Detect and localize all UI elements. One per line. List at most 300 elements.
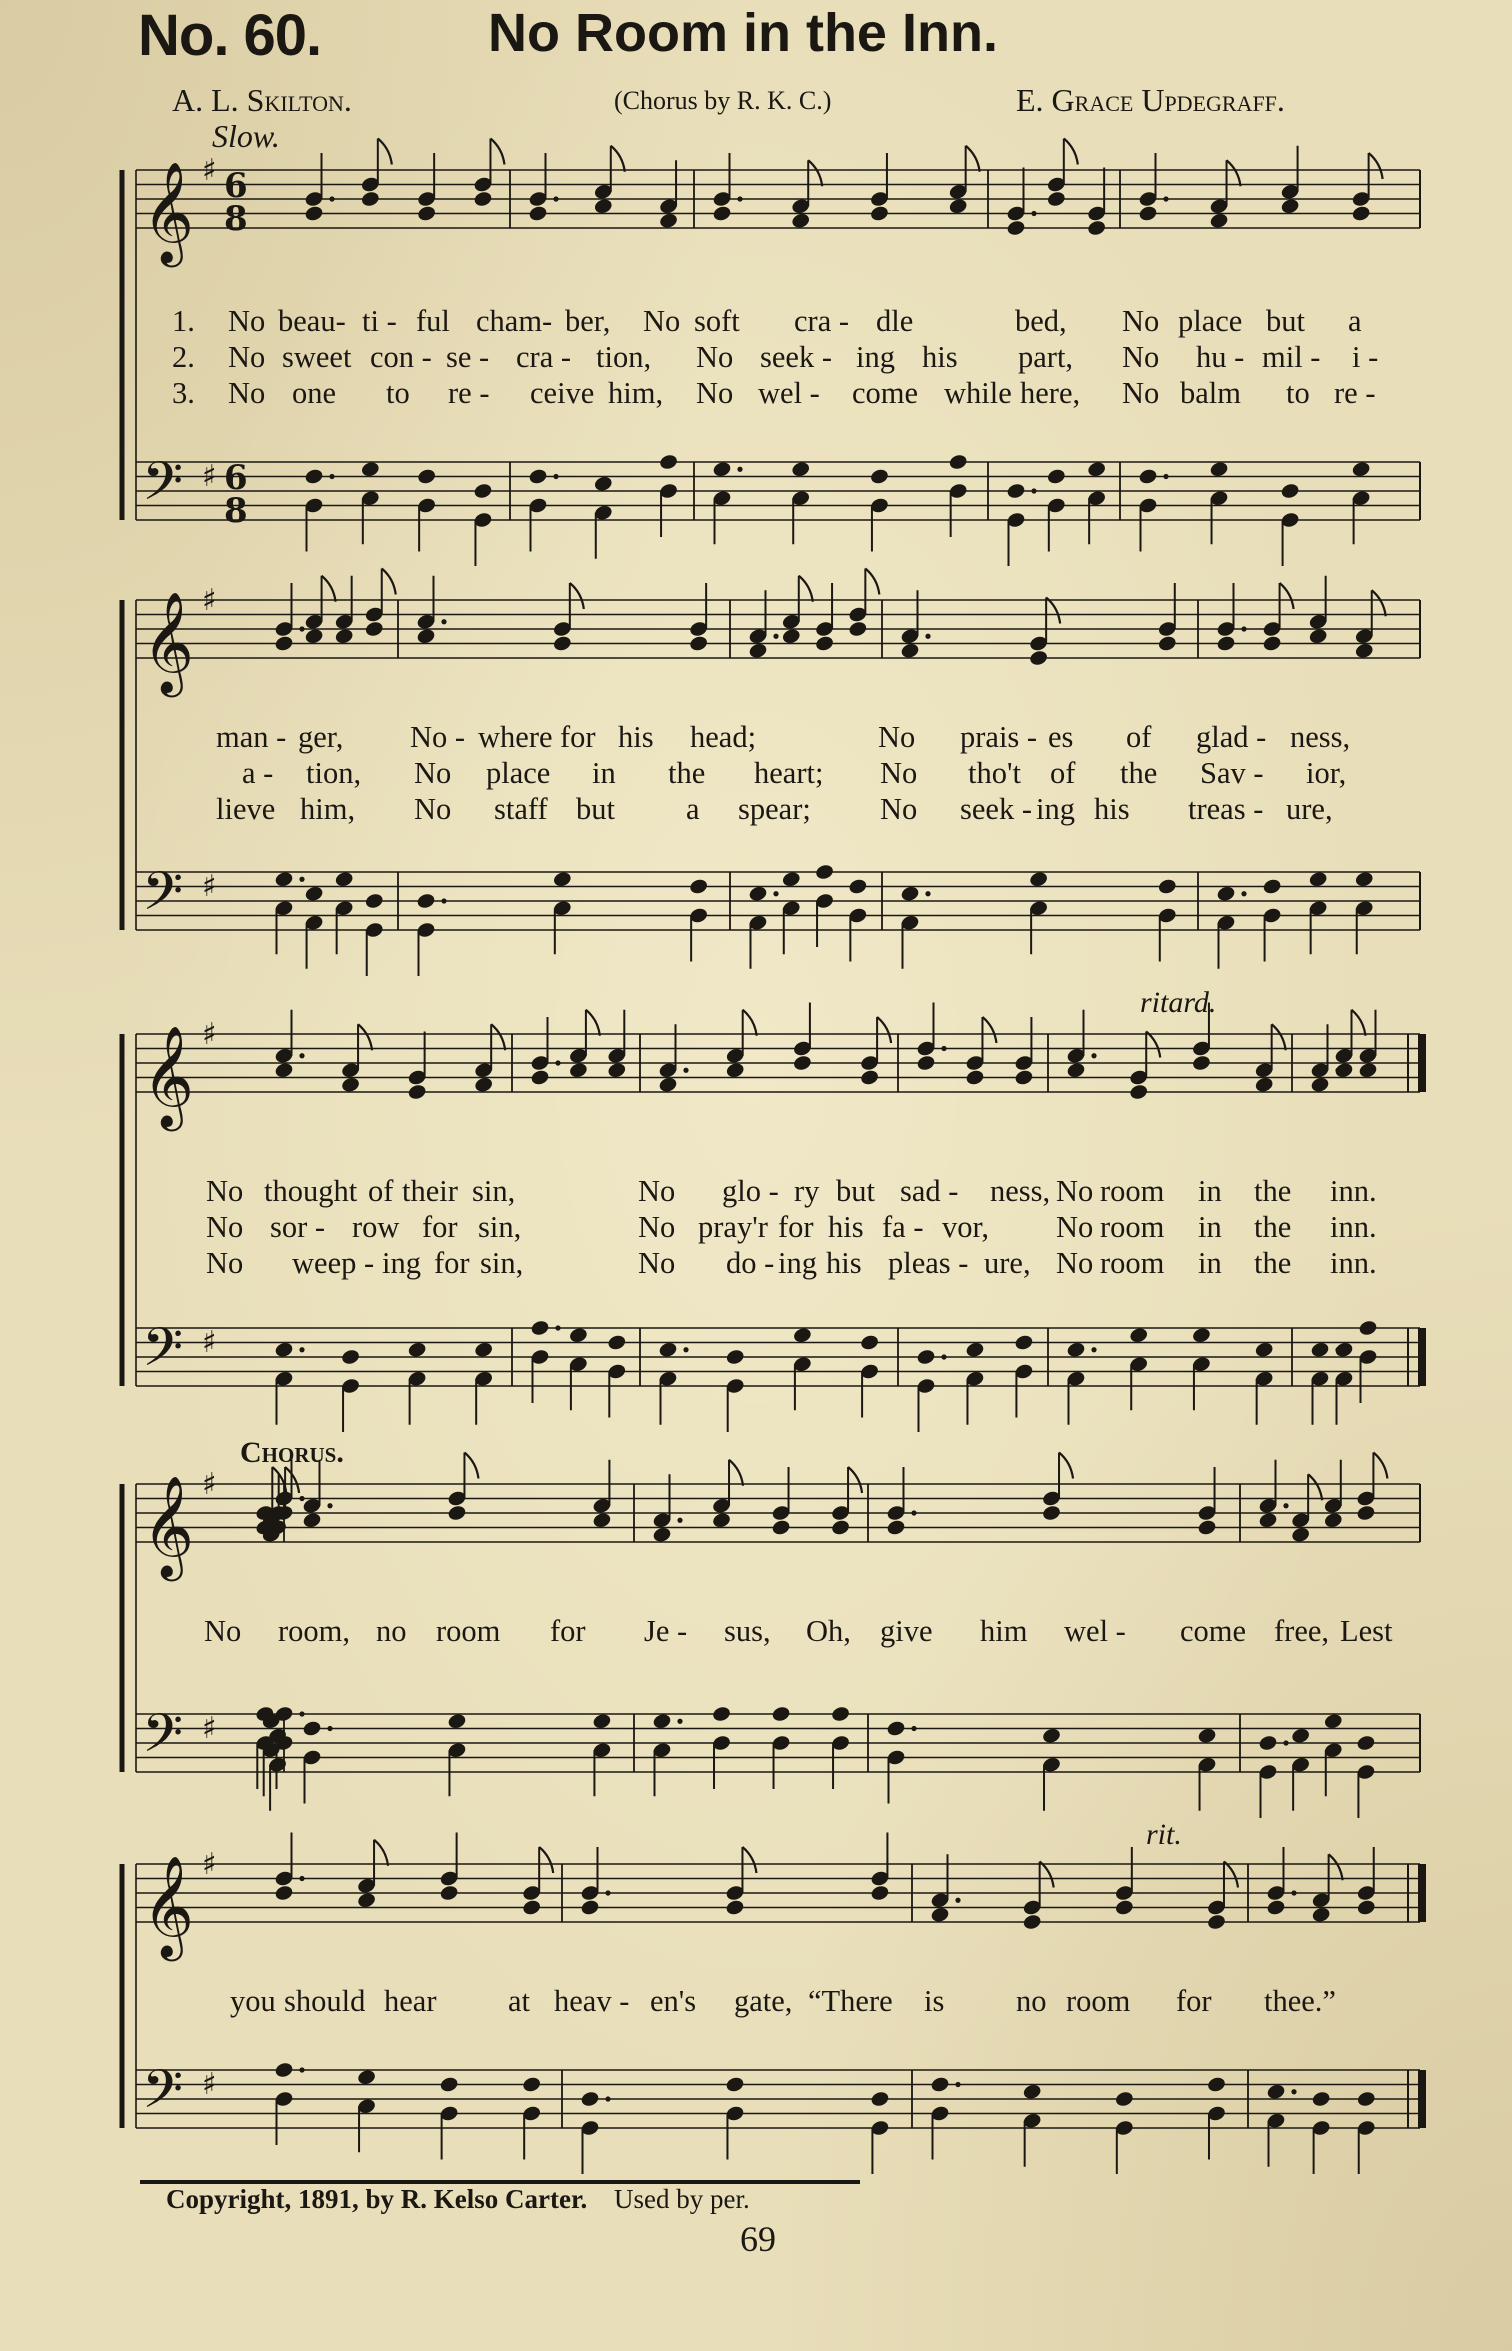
dot	[299, 877, 304, 882]
lyric-syllable: glad -	[1196, 720, 1267, 754]
note-head	[814, 863, 834, 881]
note-head	[473, 1076, 493, 1094]
note-head	[1356, 1504, 1376, 1522]
lyric-syllable: No	[204, 1614, 242, 1648]
lyric-syllable: re -	[448, 376, 490, 410]
note-head	[1028, 870, 1048, 888]
note-head	[771, 1518, 791, 1536]
note-head	[1310, 1341, 1330, 1359]
lyric-syllable: No	[638, 1246, 676, 1280]
note-flag	[1064, 139, 1078, 165]
dot	[1031, 488, 1036, 493]
lyric-syllable: should	[284, 1984, 366, 2018]
note-head	[792, 1054, 812, 1072]
note-flag	[1308, 1474, 1322, 1500]
dot	[1031, 211, 1036, 216]
note-head	[274, 1884, 294, 1902]
sharp-sign: ♯	[202, 869, 217, 904]
note-head	[274, 870, 294, 888]
lyric-syllable: his	[922, 340, 958, 374]
note-head	[1358, 1319, 1378, 1337]
lyric-syllable: No	[1056, 1246, 1094, 1280]
note-flag	[1373, 1453, 1387, 1479]
dot	[555, 1060, 560, 1065]
note-flag	[808, 160, 822, 186]
lyric-syllable: sin,	[480, 1246, 524, 1280]
note-head	[416, 892, 436, 910]
note-head	[1191, 1054, 1211, 1072]
lyric-syllable: No	[880, 792, 918, 826]
note-head	[771, 1705, 791, 1723]
note-head	[712, 204, 732, 222]
lyric-syllable: head;	[690, 720, 757, 754]
note-head	[658, 1341, 678, 1359]
lyric-syllable: sweet	[282, 340, 352, 374]
note-flag	[464, 1453, 478, 1479]
lyric-syllable: him,	[300, 792, 356, 826]
lyric-line	[0, 376, 1512, 410]
lyric-line	[0, 720, 1512, 754]
final-barline	[1418, 1034, 1426, 1092]
lyric-syllable: ness,	[990, 1174, 1051, 1208]
note-head	[1290, 1526, 1310, 1544]
dot	[299, 626, 304, 631]
lyric-syllable: for	[422, 1210, 458, 1244]
lyric-syllable: sin,	[478, 1210, 522, 1244]
note-head	[725, 1348, 745, 1366]
note-head	[1014, 1068, 1034, 1086]
lyric-syllable: staff	[494, 792, 548, 826]
lyric-syllable: en's	[650, 1984, 697, 2018]
note-head	[1022, 1913, 1042, 1931]
note-head	[407, 1083, 427, 1101]
note-head	[1280, 197, 1300, 215]
lyric-syllable: No	[696, 376, 734, 410]
lyric-syllable: ber,	[565, 304, 611, 338]
treble-clef: 𝄞	[142, 1474, 195, 1577]
note-flag	[1146, 1032, 1160, 1058]
lyric-syllable: tho't	[968, 756, 1021, 790]
note-head	[848, 620, 868, 638]
note-head	[859, 1068, 879, 1086]
note-head	[1308, 870, 1328, 888]
lyric-syllable: cham-	[476, 304, 553, 338]
bass-clef: 𝄢	[142, 2059, 184, 2134]
note-head	[593, 475, 613, 493]
lyric-syllable: for	[550, 1614, 586, 1648]
lyric-syllable: the	[1254, 1174, 1292, 1208]
note-head	[1334, 1341, 1354, 1359]
lyric-syllable: No	[228, 340, 266, 374]
lyric-syllable: no	[1016, 1984, 1047, 2018]
lyric-syllable: part,	[1018, 340, 1074, 374]
copyright-notice	[166, 2184, 750, 2215]
note-head	[407, 1341, 427, 1359]
dot	[683, 1347, 688, 1352]
lyric-syllable: “There	[808, 1984, 893, 2018]
note-head	[1157, 877, 1177, 895]
note-flag	[982, 1017, 996, 1043]
dot	[1091, 1053, 1096, 1058]
sharp-sign: ♯	[202, 1467, 217, 1502]
lyric-syllable: No	[638, 1210, 676, 1244]
note-head	[711, 1511, 731, 1529]
lyric-syllable: free,	[1274, 1614, 1330, 1648]
lyric-syllable: is	[924, 1984, 945, 2018]
lyric-syllable: one	[292, 376, 337, 410]
note-head	[1323, 1712, 1343, 1730]
note-flag	[1369, 153, 1383, 179]
note-head	[1290, 1727, 1310, 1745]
lyric-syllable: balm	[1180, 376, 1241, 410]
lyric-syllable: lieve	[216, 792, 276, 826]
lyric-syllable: you	[230, 1984, 276, 2018]
note-head	[1354, 870, 1374, 888]
note-flag	[1329, 1854, 1343, 1880]
lyric-syllable: where	[478, 720, 553, 754]
note-head	[1216, 885, 1236, 903]
lyric-syllable: of	[1050, 756, 1076, 790]
lyric-syllable: for	[560, 720, 596, 754]
lyric-syllable: 1.	[172, 304, 195, 338]
note-flag	[539, 1847, 553, 1873]
note-head	[528, 467, 548, 485]
lyric-syllable: room,	[278, 1614, 351, 1648]
note-flag	[1046, 598, 1060, 624]
lyric-syllable: No	[880, 756, 918, 790]
note-head	[1356, 1898, 1376, 1916]
note-head	[688, 634, 708, 652]
sharp-sign: ♯	[202, 459, 217, 494]
lyric-syllable: do -	[726, 1246, 775, 1280]
note-flag	[490, 139, 504, 165]
lyric-syllable: treas -	[1188, 792, 1264, 826]
time-signature: 8	[224, 199, 248, 239]
note-head	[814, 634, 834, 652]
note-head	[1334, 1061, 1354, 1079]
note-head	[916, 1054, 936, 1072]
dot	[677, 1719, 682, 1724]
lyric-syllable: ceive	[530, 376, 595, 410]
final-barline	[1418, 1328, 1426, 1386]
note-flag	[382, 569, 396, 595]
note-head	[652, 1526, 672, 1544]
note-head	[580, 1898, 600, 1916]
bass-clef: 𝄢	[142, 451, 184, 526]
dot	[773, 634, 778, 639]
note-head	[1206, 1913, 1226, 1931]
note-head	[447, 1504, 467, 1522]
sharp-sign: ♯	[202, 1325, 217, 1360]
dot	[299, 1053, 304, 1058]
note-head	[688, 877, 708, 895]
lyric-syllable: weep -	[292, 1246, 375, 1280]
note-head	[791, 460, 811, 478]
note-head	[791, 212, 811, 230]
note-flag	[378, 139, 392, 165]
lyric-syllable: re -	[1334, 376, 1376, 410]
lyric-syllable: hu -	[1196, 340, 1245, 374]
lyric-syllable: room	[1100, 1210, 1165, 1244]
lyric-syllable: se -	[446, 340, 490, 374]
note-head	[473, 482, 493, 500]
dot	[605, 2096, 610, 2101]
note-head	[364, 892, 384, 910]
note-head	[1254, 1341, 1274, 1359]
lyric-syllable: a	[1348, 304, 1362, 338]
lyric-syllable: heav -	[554, 1984, 630, 2018]
lyric-syllable: No	[1122, 304, 1160, 338]
lyric-syllable: sus,	[724, 1614, 771, 1648]
lyric-syllable: cra -	[516, 340, 572, 374]
note-head	[1028, 649, 1048, 667]
permission-text: Used by per.	[613, 2184, 750, 2214]
note-head	[711, 1705, 731, 1723]
dot	[1291, 2089, 1296, 2094]
lyric-line	[0, 1210, 1512, 1244]
note-head	[1086, 460, 1106, 478]
note-head	[416, 627, 436, 645]
lyric-syllable: ing	[778, 1246, 817, 1280]
lyric-syllable: beau-	[278, 304, 346, 338]
note-head	[592, 1712, 612, 1730]
dot	[941, 1046, 946, 1051]
lyric-syllable: No	[206, 1174, 244, 1208]
lyric-syllable: the	[1254, 1246, 1292, 1280]
note-head	[1310, 1076, 1330, 1094]
lyric-line	[0, 756, 1512, 790]
note-head	[580, 2090, 600, 2108]
dot	[329, 196, 334, 201]
lyric-syllable: Je -	[644, 1614, 688, 1648]
note-head	[356, 1891, 376, 1909]
note-head	[1351, 460, 1371, 478]
note-head	[1356, 1734, 1376, 1752]
lyric-syllable: inn.	[1330, 1210, 1377, 1244]
note-flag	[1059, 1453, 1073, 1479]
note-flag	[358, 1024, 372, 1050]
note-head	[1046, 467, 1066, 485]
lyric-syllable: room	[1100, 1174, 1165, 1208]
rit-marking: rit.	[1146, 1818, 1182, 1851]
lyric-syllable: come	[1180, 1614, 1247, 1648]
lyric-syllable: the	[668, 756, 706, 790]
dot	[1291, 1890, 1296, 1895]
lyric-syllable: ing	[856, 340, 895, 374]
lyric-syllable: heart;	[754, 756, 824, 790]
note-head	[830, 1705, 850, 1723]
lyric-syllable: in	[1198, 1174, 1222, 1208]
note-head	[274, 1061, 294, 1079]
dot	[299, 1347, 304, 1352]
note-head	[869, 467, 889, 485]
note-head	[1209, 460, 1229, 478]
note-flag	[570, 583, 584, 609]
note-flag	[1227, 160, 1241, 186]
dot	[955, 2082, 960, 2087]
note-head	[1066, 1061, 1086, 1079]
note-head	[416, 204, 436, 222]
note-head	[748, 642, 768, 660]
note-flag	[966, 146, 980, 172]
note-flag	[865, 569, 879, 595]
note-head	[528, 204, 548, 222]
note-flag	[374, 1840, 388, 1866]
note-head	[592, 1511, 612, 1529]
note-head	[658, 212, 678, 230]
dot	[441, 898, 446, 903]
treble-clef: 𝄞	[142, 590, 195, 693]
lyric-syllable: for	[778, 1210, 814, 1244]
note-head	[334, 627, 354, 645]
dot	[1091, 1347, 1096, 1352]
note-flag	[1352, 1010, 1366, 1036]
note-flag	[1224, 1862, 1238, 1888]
lyric-syllable: the	[1254, 1210, 1292, 1244]
note-head	[1157, 634, 1177, 652]
lyric-syllable: No	[696, 340, 734, 374]
bass-clef: 𝄢	[142, 1317, 184, 1392]
dot	[553, 474, 558, 479]
note-head	[652, 1712, 672, 1730]
note-head	[725, 2075, 745, 2093]
lyric-syllable: his	[828, 1210, 864, 1244]
note-head	[530, 1068, 550, 1086]
note-head	[859, 1333, 879, 1351]
dot	[911, 1726, 916, 1731]
note-head	[439, 2075, 459, 2093]
lyric-syllable: No	[228, 376, 266, 410]
lyric-syllable: ti -	[362, 304, 397, 338]
lyric-syllable: No	[1056, 1210, 1094, 1244]
lyric-line	[0, 304, 1512, 338]
lyric-syllable: for	[1176, 1984, 1212, 2018]
note-head	[360, 460, 380, 478]
lyric-syllable: ness,	[1290, 720, 1351, 754]
note-head	[304, 627, 324, 645]
note-head	[340, 1348, 360, 1366]
note-head	[607, 1333, 627, 1351]
note-head	[1262, 877, 1282, 895]
dot	[737, 467, 742, 472]
dot	[911, 1510, 916, 1515]
note-head	[1022, 2083, 1042, 2101]
note-head	[473, 1341, 493, 1359]
lyric-line	[0, 1174, 1512, 1208]
note-head	[1197, 1518, 1217, 1536]
note-head	[593, 197, 613, 215]
bass-clef: 𝄢	[142, 861, 184, 936]
lyric-syllable: gate,	[734, 1984, 793, 2018]
lyric-syllable: in	[1198, 1210, 1222, 1244]
note-head	[1014, 1333, 1034, 1351]
page-number: 69	[740, 2219, 776, 2259]
dot	[327, 1726, 332, 1731]
lyric-syllable: here,	[1020, 376, 1081, 410]
note-head	[1046, 190, 1066, 208]
lyric-syllable: his	[618, 720, 654, 754]
dot	[605, 1890, 610, 1895]
dot	[1241, 626, 1246, 631]
note-head	[870, 1884, 890, 1902]
lyric-syllable: No -	[410, 720, 466, 754]
note-head	[1197, 1727, 1217, 1745]
note-head	[1209, 212, 1229, 230]
lyric-syllable: of	[368, 1174, 394, 1208]
lyric-syllable: seek -	[960, 792, 1032, 826]
note-head	[725, 1898, 745, 1916]
note-head	[1280, 482, 1300, 500]
time-signature: 6	[224, 166, 248, 206]
note-head	[334, 870, 354, 888]
note-head	[1041, 1504, 1061, 1522]
note-head	[1356, 2090, 1376, 2108]
lyric-syllable: No	[1122, 376, 1160, 410]
lyric-syllable: 3.	[172, 376, 195, 410]
lyric-syllable: room	[1066, 1984, 1131, 2018]
note-head	[781, 627, 801, 645]
lyric-syllable: in	[592, 756, 616, 790]
dot	[299, 2067, 304, 2072]
note-flag	[742, 1847, 756, 1873]
lyric-syllable: soft	[694, 304, 740, 338]
lyric-syllable: thought	[264, 1174, 358, 1208]
note-head	[965, 1341, 985, 1359]
note-head	[416, 467, 436, 485]
lyric-syllable: glo -	[722, 1174, 779, 1208]
note-flag	[743, 1010, 757, 1036]
note-head	[1266, 1898, 1286, 1916]
note-head	[830, 1518, 850, 1536]
note-head	[521, 2075, 541, 2093]
lyric-syllable: seek -	[760, 340, 832, 374]
lyric-syllable: ior,	[1306, 756, 1347, 790]
note-head	[1138, 467, 1158, 485]
note-head	[340, 1076, 360, 1094]
lyric-syllable: in	[1198, 1246, 1222, 1280]
lyric-line	[0, 1246, 1512, 1280]
lyric-syllable: but	[1266, 304, 1305, 338]
lyric-syllable: place	[1178, 304, 1243, 338]
note-head	[1258, 1734, 1278, 1752]
lyric-syllable: Lest	[1340, 1614, 1393, 1648]
lyric-syllable: cra -	[794, 304, 850, 338]
sharp-sign: ♯	[202, 1711, 217, 1746]
lyric-syllable: 2.	[172, 340, 195, 374]
note-head	[473, 190, 493, 208]
final-barline	[1418, 1864, 1426, 1922]
lyric-syllable: to	[1286, 376, 1310, 410]
note-flag	[322, 576, 336, 602]
lyric-syllable: con -	[370, 340, 432, 374]
dot	[299, 1876, 304, 1881]
note-head	[930, 1906, 950, 1924]
note-head	[552, 870, 572, 888]
lyric-syllable: of	[1126, 720, 1152, 754]
note-head	[1358, 1061, 1378, 1079]
note-head	[1006, 482, 1026, 500]
note-head	[304, 467, 324, 485]
dot	[555, 1325, 560, 1330]
note-head	[439, 1884, 459, 1902]
note-head	[886, 1518, 906, 1536]
lyric-syllable: No	[1056, 1174, 1094, 1208]
lyric-syllable: No	[878, 720, 916, 754]
hymn-number: No. 60.	[138, 3, 322, 68]
lyric-syllable: inn.	[1330, 1174, 1377, 1208]
note-flag	[729, 1460, 743, 1486]
note-head	[521, 1898, 541, 1916]
